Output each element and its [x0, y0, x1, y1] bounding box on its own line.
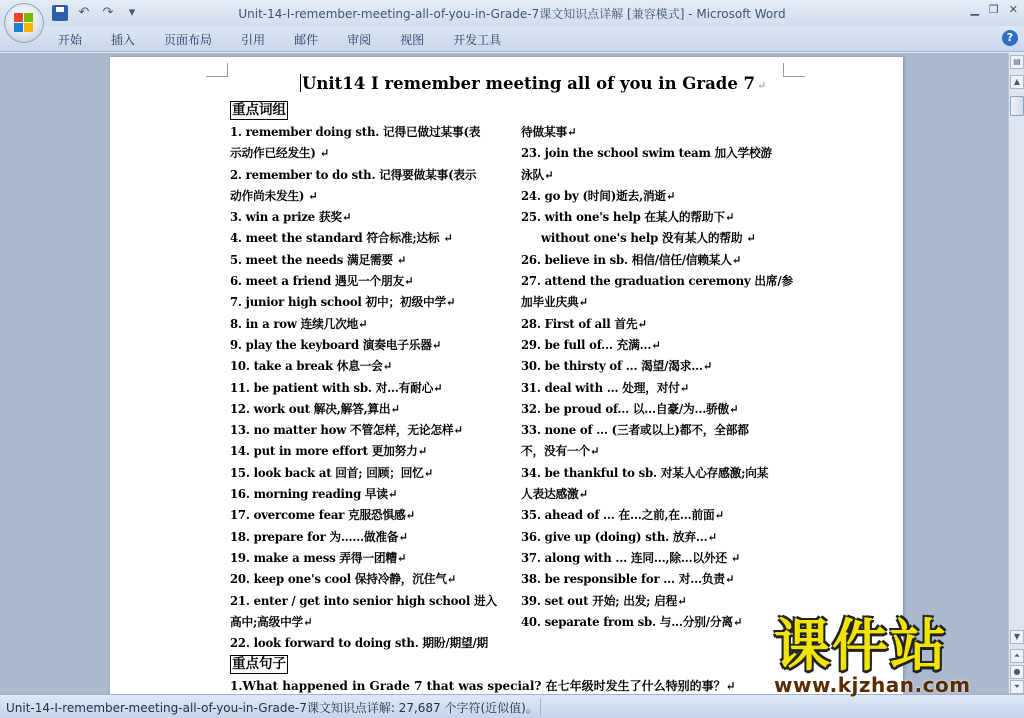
- phrase-line: 36. give up (doing) sth. 放弃...↵: [521, 529, 718, 544]
- text-cursor: [300, 74, 301, 92]
- heading-key-phrases: 重点词组: [232, 102, 286, 118]
- title-bar: [0, 0, 1024, 26]
- phrase-line: 31. deal with ... 处理，对付↵: [521, 380, 690, 395]
- phrase-line: 4. meet the standard 符合标准;达标 ↵: [230, 231, 453, 246]
- scroll-thumb[interactable]: [1010, 96, 1024, 116]
- phrase-line: 17. overcome fear 克服恐惧感↵: [230, 508, 416, 523]
- phrase-line: 24. go by (时间)逝去,消逝↵: [521, 188, 676, 203]
- tab-insert[interactable]: 插入: [111, 33, 136, 47]
- phrase-line: 21. enter / get into senior high school 进入: [230, 593, 497, 608]
- window-title: Unit-14-I-remember-meeting-all-of-you-in-Grade-7课文知识点详解 [兼容模式] - Microsoft Word: [238, 7, 786, 21]
- customize-icon[interactable]: ▾: [128, 5, 136, 20]
- phrase-line: 动作尚未发生) ↵: [230, 188, 318, 203]
- phrase-line: 20. keep one's cool 保持冷静，沉住气↵: [230, 572, 457, 587]
- phrase-line: 1. remember doing sth. 记得已做过某事(表: [230, 125, 481, 139]
- document-workspace: [0, 53, 1008, 694]
- phrase-line: 23. join the school swim team 加入学校游: [521, 146, 772, 161]
- phrase-column-left: [230, 122, 505, 654]
- close-button[interactable]: ✕: [1008, 3, 1018, 16]
- office-button[interactable]: [4, 3, 44, 43]
- status-word-count[interactable]: Unit-14-I-remember-meeting-all-of-you-in-Grade-7课文知识点详解: 27,687 个字符(近似值)。: [6, 701, 538, 715]
- next-page-icon[interactable]: ⏷: [1010, 680, 1024, 694]
- tab-mailings[interactable]: 邮件: [294, 33, 319, 47]
- minimize-button[interactable]: ▁: [970, 3, 979, 16]
- phrase-line: 不，没有一个↵: [521, 444, 600, 459]
- watermark-url: www.kjzhan.com: [774, 673, 971, 697]
- phrase-line: 15. look back at 回首; 回顾；回忆↵: [230, 465, 434, 480]
- vertical-scrollbar[interactable]: [1008, 53, 1024, 694]
- document-title: Unit14 I remember meeting all of you in Grade 7 ↵: [302, 74, 767, 93]
- phrase-line: without one's help 没有某人的帮助 ↵: [541, 231, 756, 246]
- key-sentence-1: 1.What happened in Grade 7 that was special? 在七年级时发生了什么特别的事？↵: [230, 679, 736, 693]
- phrase-line: 40. separate from sb. 与...分别/分离↵: [521, 614, 743, 629]
- office-logo-icon: [14, 13, 34, 33]
- phrase-line: 8. in a row 连续几次地↵: [230, 316, 368, 331]
- phrase-line: 3. win a prize 获奖↵: [230, 210, 352, 225]
- phrase-column-right: [521, 122, 796, 633]
- ribbon-tabs: [58, 31, 530, 48]
- phrase-line: 待做某事↵: [521, 125, 577, 139]
- phrase-line: 11. be patient with sb. 对…有耐心↵: [230, 380, 443, 395]
- paragraph-mark: ↵: [757, 79, 767, 92]
- phrase-line: 12. work out 解决,解答,算出↵: [230, 401, 400, 416]
- phrase-line: 33. none of ... (三者或以上)都不，全部都: [521, 423, 749, 438]
- undo-icon[interactable]: ↶: [78, 5, 90, 20]
- status-bar: [0, 694, 1024, 718]
- phrase-line: 16. morning reading 早读↵: [230, 487, 398, 502]
- heading-key-sentences: 重点句子: [232, 656, 286, 672]
- phrase-line: 28. First of all 首先↵: [521, 316, 647, 331]
- phrase-line: 26. believe in sb. 相信/信任/信赖某人↵: [521, 252, 742, 267]
- tab-home[interactable]: 开始: [58, 33, 83, 47]
- scroll-up-icon[interactable]: ▲: [1010, 75, 1024, 89]
- phrase-line: 5. meet the needs 满足需要 ↵: [230, 252, 407, 267]
- phrase-line: 39. set out 开始; 出发; 启程↵: [521, 593, 687, 608]
- crop-mark-left: [206, 63, 228, 77]
- tab-developer[interactable]: 开发工具: [453, 33, 502, 47]
- phrase-line: 19. make a mess 弄得一团糟↵: [230, 550, 407, 565]
- help-icon[interactable]: ?: [1002, 30, 1018, 46]
- ruler-toggle-icon[interactable]: ▤: [1010, 55, 1024, 69]
- phrase-line: 37. along with ... 连同...,除...以外还 ↵: [521, 550, 741, 565]
- site-watermark: [774, 614, 1004, 697]
- status-divider: [540, 698, 541, 716]
- redo-icon[interactable]: ↷: [102, 5, 114, 20]
- phrase-line: 高中;高级中学↵: [230, 614, 313, 629]
- phrase-line: 13. no matter how 不管怎样，无论怎样↵: [230, 423, 463, 438]
- phrase-line: 27. attend the graduation ceremony 出席/参: [521, 274, 793, 289]
- phrase-line: 9. play the keyboard 演奏电子乐器↵: [230, 337, 442, 352]
- phrase-line: 6. meet a friend 遇见一个朋友↵: [230, 274, 414, 289]
- window-controls: [970, 3, 1018, 16]
- phrase-line: 22. look forward to doing sth. 期盼/期望/期: [230, 636, 489, 651]
- tab-page-layout[interactable]: 页面布局: [164, 33, 213, 47]
- watermark-chinese: 课件站: [774, 614, 948, 679]
- document-page[interactable]: [110, 57, 903, 694]
- tab-references[interactable]: 引用: [241, 33, 266, 47]
- phrase-line: 18. prepare for 为……做准备↵: [230, 529, 408, 544]
- phrase-line: 32. be proud of... 以...自豪/为...骄傲↵: [521, 401, 739, 416]
- maximize-button[interactable]: ❐: [988, 3, 999, 16]
- phrase-line: 人表达感激↵: [521, 487, 589, 502]
- crop-mark-right: [783, 63, 805, 77]
- select-browse-object-icon[interactable]: ●: [1010, 665, 1024, 679]
- phrase-line: 加毕业庆典↵: [521, 295, 589, 310]
- phrase-line: 38. be responsible for ... 对...负责↵: [521, 572, 735, 587]
- previous-page-icon[interactable]: ⏶: [1010, 649, 1024, 663]
- tab-review[interactable]: 审阅: [347, 33, 372, 47]
- phrase-line: 34. be thankful to sb. 对某人心存感激;向某: [521, 465, 769, 480]
- phrase-line: 泳队↵: [521, 167, 554, 182]
- phrase-line: 25. with one's help 在某人的帮助下↵: [521, 210, 735, 225]
- phrase-line: 10. take a break 休息一会↵: [230, 359, 393, 374]
- phrase-line: 14. put in more effort 更加努力↵: [230, 444, 428, 459]
- phrase-line: 35. ahead of ... 在...之前,在...前面↵: [521, 508, 725, 523]
- phrase-line: 示动作已经发生) ↵: [230, 146, 330, 161]
- phrase-line: 29. be full of... 充满...↵: [521, 337, 661, 352]
- phrase-line: 2. remember to do sth. 记得要做某事(表示: [230, 167, 477, 182]
- scroll-down-icon[interactable]: ▼: [1010, 630, 1024, 644]
- phrase-line: 7. junior high school 初中；初级中学↵: [230, 295, 456, 310]
- tab-view[interactable]: 视图: [400, 33, 425, 47]
- ribbon: [0, 26, 1024, 52]
- phrase-line: 30. be thirsty of ... 渴望/渴求...↵: [521, 359, 713, 374]
